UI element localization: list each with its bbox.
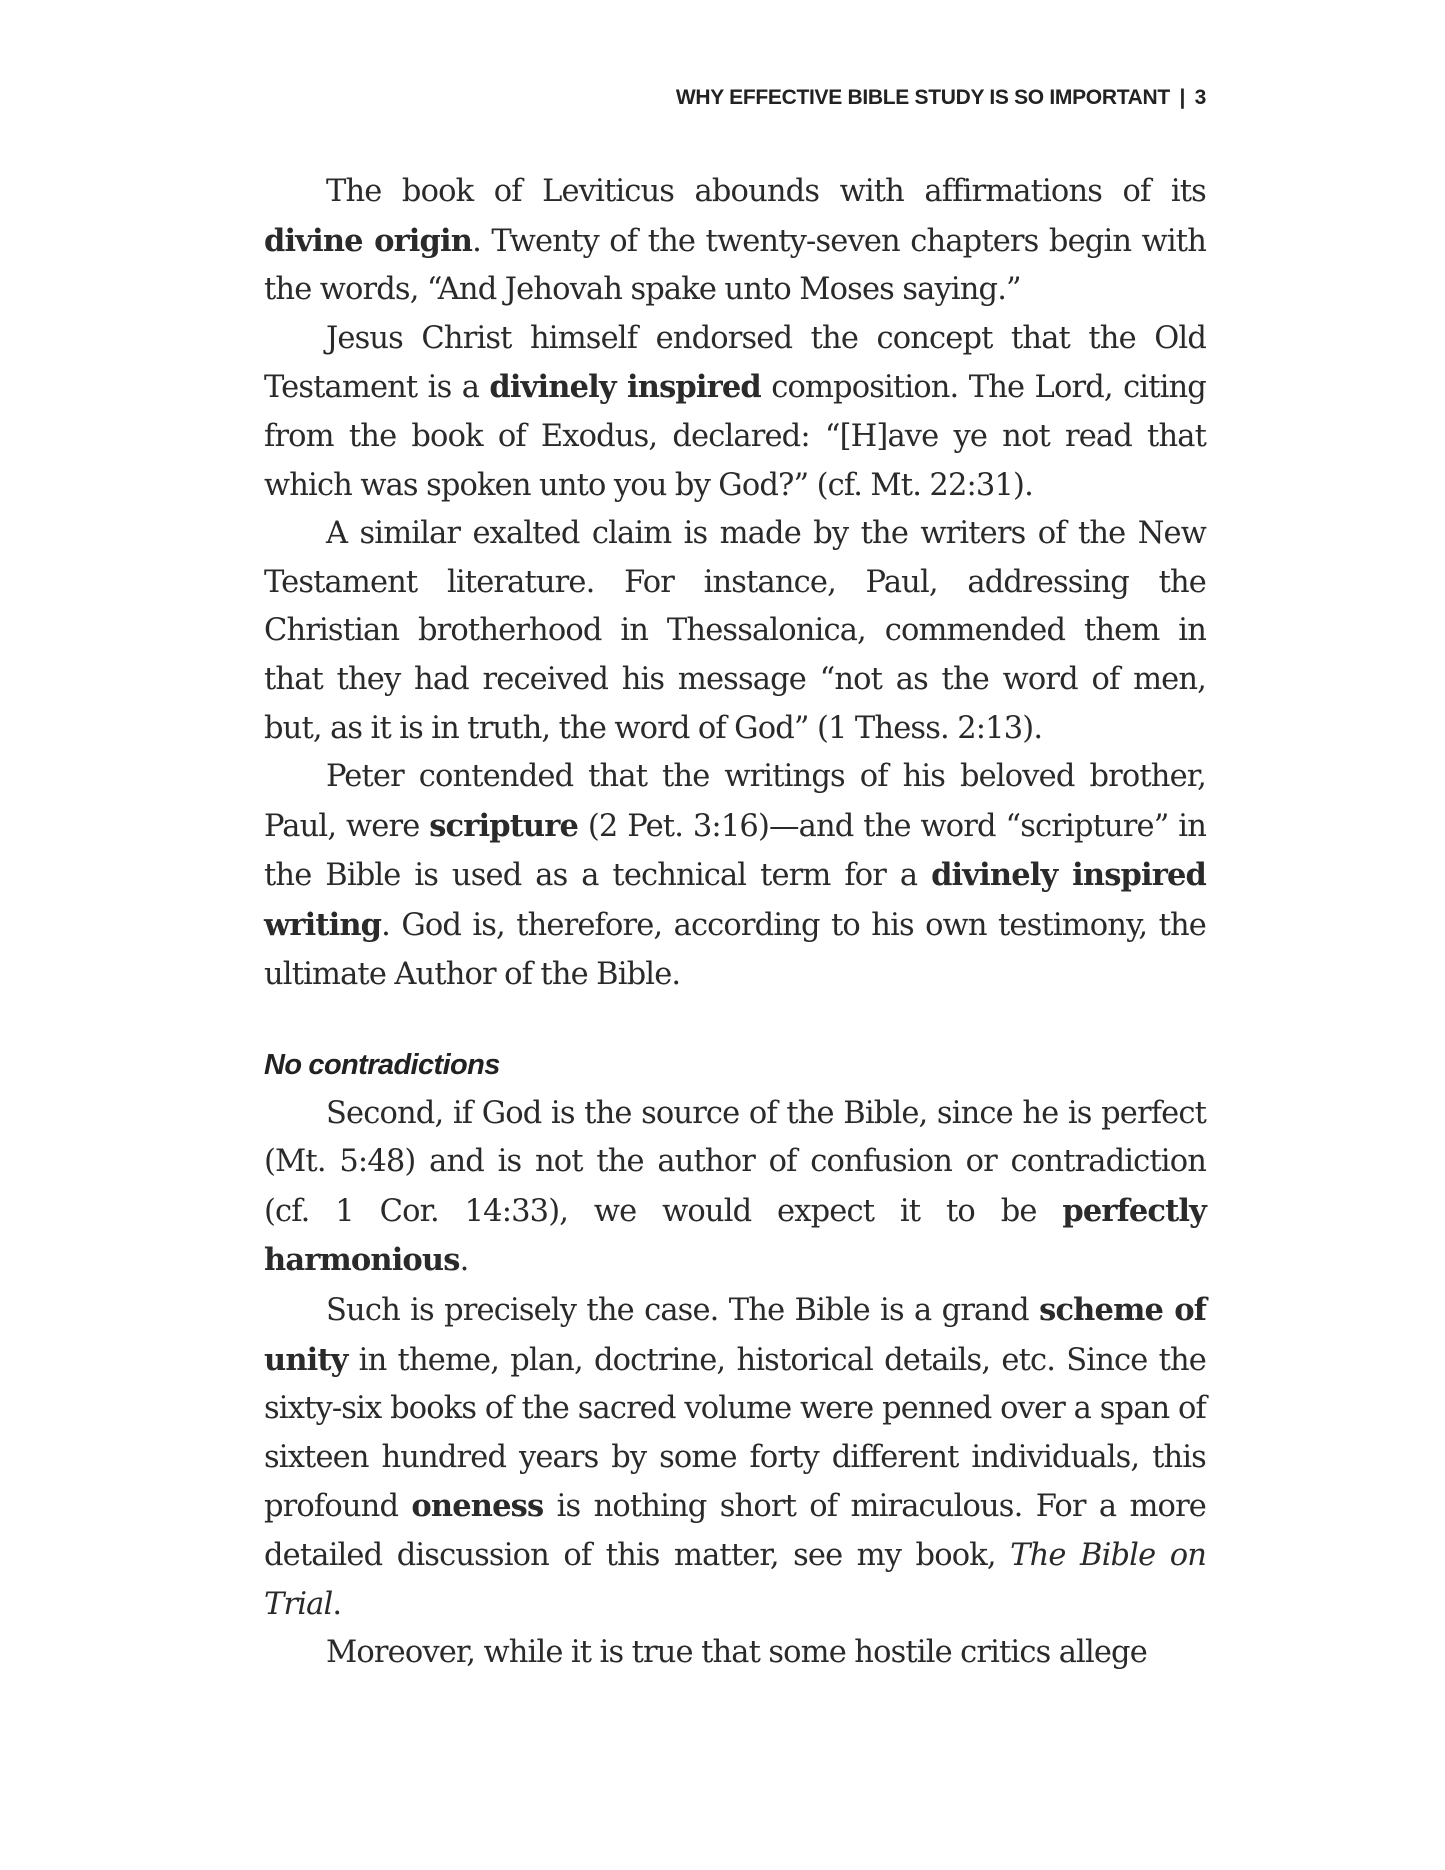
paragraph-text: in theme, plan, doctrine, historical details, etc. Since the sixty-six books of the sacred volume were penned over a span of sixteen hundred years by some forty different individuals, this profound [264,1342,1206,1525]
emphasis-bold: oneness [411,1488,544,1525]
paragraph-such-is [264,1286,1206,1629]
paragraph-peter [264,753,1206,999]
book-title-italic: The Bible on Trial [264,1538,1207,1622]
paragraph-text: is nothing short of miraculous. For a more detailed discussion of this matter, see my book, [264,1489,1206,1574]
running-title: WHY EFFECTIVE BIBLE STUDY IS SO IMPORTANT [675,86,1170,109]
paragraph-text: Such is precisely the case. The Bible is a grand [326,1293,1040,1329]
paragraph-leviticus [264,168,1206,315]
page-number: 3 [1194,86,1206,109]
paragraph-text: Second, if God is the source of the Bible, since he is perfect (Mt. 5:48) and is not the author of confusion or contradiction (cf. 1 Cor. 14:33), we would expect it to be [264,1095,1206,1229]
paragraph-text: (2 Pet. 3:16)—and the word “scripture” in the Bible is used as a technical term for a [264,808,1206,894]
paragraph-text: . God is, therefore, according to his own testimony, the ultimate Author of the Bible. [264,907,1206,992]
paragraph-text: . Twenty of the twenty-seven chapters begin with the words, “And Jehovah spake unto Moses saying.” [264,223,1206,308]
emphasis-bold: divinely inspired writing [264,857,1206,943]
emphasis-bold: perfectly harmonious [264,1192,1206,1279]
emphasis-bold: scheme of unity [264,1292,1207,1378]
body-text [264,168,1206,1678]
paragraph-text: . [459,1243,469,1279]
section-subheading: No contradictions [264,1049,500,1082]
emphasis-bold: scripture [429,807,579,844]
paragraph-text: . [332,1586,342,1622]
emphasis-bold: divine origin [264,222,473,259]
paragraph-text: The book of Leviticus abounds with affirmations of its [326,174,1206,209]
running-header [676,86,1206,110]
paragraph-jesus-christ [264,315,1206,510]
emphasis-bold: divinely inspired [489,369,761,406]
paragraph-text: composition. The Lord, citing from the book of Exodus, declared: “[H]ave ye not read that which was spoken unto you by God?” (cf. Mt. 22:31). [264,370,1206,503]
paragraph-new-testament [264,510,1206,753]
paragraph-text: Peter contended that the writings of his beloved brother, Paul, were [264,759,1206,844]
paragraph-text: A similar exalted claim is made by the writers of the New Testament literature. For instance, Paul, addressing the Christian brotherhood in Thessalonica, commended them in that they had received his message “not as the word of men, but, as it is in truth, the word of God” (1 Thess. 2:13). [264,516,1206,746]
paragraph-text: Jesus Christ himself endorsed the concept that the Old Testament is a [264,320,1206,406]
paragraph-second [264,1090,1206,1286]
paragraph-moreover [264,1629,1206,1678]
paragraph-text: Moreover, while it is true that some hostile critics allege [326,1635,1147,1671]
header-separator: | [1179,86,1186,109]
